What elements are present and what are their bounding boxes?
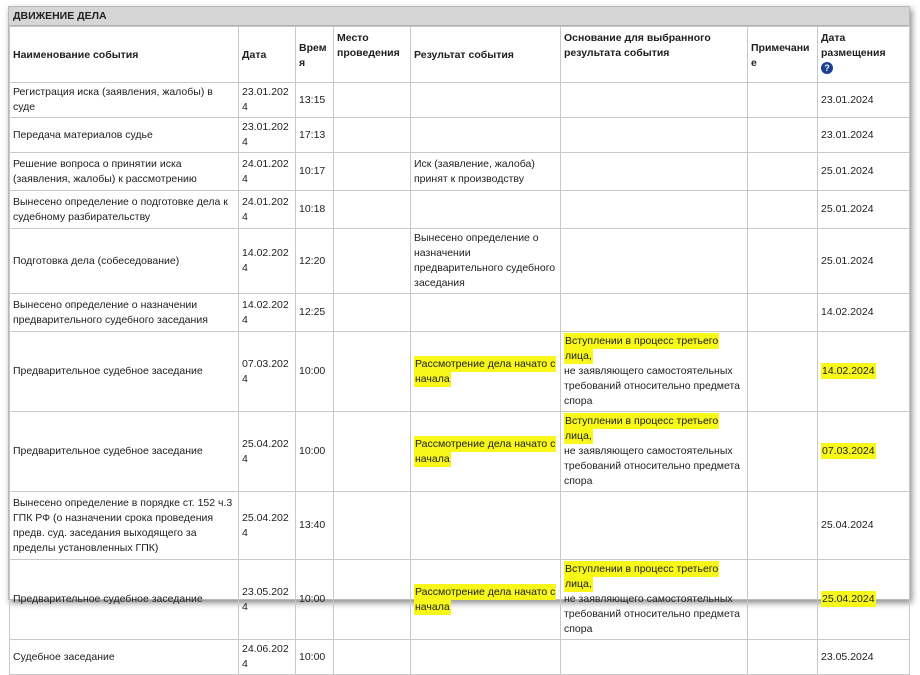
note-cell — [748, 191, 818, 229]
basis-cell — [561, 191, 748, 229]
col-header-time: Время — [296, 27, 334, 83]
highlighted-result-text: Рассмотрение дела начато с начала — [415, 357, 556, 385]
col-header-event: Наименование события — [10, 27, 239, 83]
basis-cell — [561, 229, 748, 294]
posted-date-cell — [818, 560, 910, 640]
date-cell: 23.01.2024 — [239, 118, 296, 153]
place-cell — [334, 191, 411, 229]
table-row — [10, 332, 910, 412]
table-row — [10, 640, 910, 675]
col-header-note: Примечание — [748, 27, 818, 83]
place-cell — [334, 640, 411, 675]
note-cell — [748, 640, 818, 675]
result-cell: Иск (заявление, жалоба) принят к производству — [411, 153, 561, 191]
posted-date-cell: 25.01.2024 — [818, 191, 910, 229]
date-cell: 24.06.2024 — [239, 640, 296, 675]
table-row — [10, 412, 910, 492]
result-cell: Вынесено определение о назначении предварительного судебного заседания — [411, 229, 561, 294]
place-cell — [334, 153, 411, 191]
case-movement-panel — [8, 6, 910, 670]
highlighted-basis-text: Вступлении в процесс третьего лица, — [565, 335, 719, 362]
help-icon[interactable]: ? — [821, 62, 833, 74]
date-cell: 25.04.2024 — [239, 412, 296, 492]
place-cell — [334, 332, 411, 412]
result-cell — [411, 191, 561, 229]
event-cell: Судебное заседание — [10, 640, 239, 675]
table-row — [10, 83, 910, 118]
result-cell — [411, 332, 561, 412]
event-cell: Вынесено определение о подготовке дела к судебному разбирательству — [10, 191, 239, 229]
table-row — [10, 229, 910, 294]
posted-date-cell: 25.01.2024 — [818, 229, 910, 294]
note-cell — [748, 294, 818, 332]
posted-date-cell: 23.01.2024 — [818, 118, 910, 153]
highlighted-basis-text: Вступлении в процесс третьего лица, — [565, 563, 719, 590]
result-cell — [411, 83, 561, 118]
date-cell: 23.05.2024 — [239, 560, 296, 640]
basis-cell — [561, 294, 748, 332]
table-row — [10, 153, 910, 191]
event-cell: Предварительное судебное заседание — [10, 332, 239, 412]
table-body — [10, 83, 910, 675]
posted-date-cell: 14.02.2024 — [818, 294, 910, 332]
basis-cell — [561, 332, 748, 412]
time-cell: 10:17 — [296, 153, 334, 191]
col-header-date: Дата — [239, 27, 296, 83]
result-cell — [411, 412, 561, 492]
section-header: ДВИЖЕНИЕ ДЕЛА — [9, 7, 909, 26]
date-cell: 23.01.2024 — [239, 83, 296, 118]
posted-date-cell: 23.01.2024 — [818, 83, 910, 118]
note-cell — [748, 229, 818, 294]
event-cell: Вынесено определение в порядке ст. 152 ч.3 ГПК РФ (о назначении срока проведения предв. суд. заседания выходящего за пределы установленных ГПК) — [10, 492, 239, 560]
event-cell: Подготовка дела (собеседование) — [10, 229, 239, 294]
highlighted-result-text: Рассмотрение дела начато с начала — [415, 437, 556, 465]
posted-date-cell: 25.04.2024 — [818, 492, 910, 560]
place-cell — [334, 118, 411, 153]
col-header-posted — [818, 27, 910, 83]
basis-cell — [561, 492, 748, 560]
note-cell — [748, 492, 818, 560]
event-cell: Предварительное судебное заседание — [10, 412, 239, 492]
col-header-basis: Основание для выбранного результата события — [561, 27, 748, 83]
basis-text: не заявляющего самостоятельных требований относительно предмета спора — [564, 445, 740, 487]
highlighted-posted-date: 07.03.2024 — [822, 445, 875, 457]
place-cell — [334, 492, 411, 560]
result-cell — [411, 560, 561, 640]
case-events-table — [9, 26, 910, 675]
date-cell: 14.02.2024 — [239, 294, 296, 332]
posted-date-cell — [818, 332, 910, 412]
note-cell — [748, 118, 818, 153]
table-row — [10, 294, 910, 332]
event-cell: Регистрация иска (заявления, жалобы) в суде — [10, 83, 239, 118]
basis-text: не заявляющего самостоятельных требований относительно предмета спора — [564, 365, 740, 407]
basis-cell — [561, 153, 748, 191]
table-row — [10, 191, 910, 229]
basis-cell — [561, 118, 748, 153]
col-header-result: Результат события — [411, 27, 561, 83]
basis-text: не заявляющего самостоятельных требований относительно предмета спора — [564, 593, 740, 635]
result-cell — [411, 294, 561, 332]
date-cell: 24.01.2024 — [239, 153, 296, 191]
posted-date-cell: 25.01.2024 — [818, 153, 910, 191]
basis-cell — [561, 83, 748, 118]
basis-cell — [561, 640, 748, 675]
time-cell: 10:00 — [296, 412, 334, 492]
basis-cell — [561, 560, 748, 640]
table-row — [10, 118, 910, 153]
note-cell — [748, 560, 818, 640]
place-cell — [334, 294, 411, 332]
time-cell: 13:40 — [296, 492, 334, 560]
place-cell — [334, 229, 411, 294]
time-cell: 10:18 — [296, 191, 334, 229]
highlighted-posted-date: 14.02.2024 — [822, 365, 875, 377]
posted-date-cell: 23.05.2024 — [818, 640, 910, 675]
time-cell: 10:00 — [296, 640, 334, 675]
col-header-posted-label: Дата размещения — [821, 32, 886, 59]
time-cell: 13:15 — [296, 83, 334, 118]
note-cell — [748, 153, 818, 191]
note-cell — [748, 83, 818, 118]
time-cell: 12:25 — [296, 294, 334, 332]
place-cell — [334, 412, 411, 492]
date-cell: 24.01.2024 — [239, 191, 296, 229]
date-cell: 14.02.2024 — [239, 229, 296, 294]
header-row — [10, 27, 910, 83]
place-cell — [334, 83, 411, 118]
posted-date-cell — [818, 412, 910, 492]
highlighted-result-text: Рассмотрение дела начато с начала — [415, 585, 556, 613]
time-cell: 12:20 — [296, 229, 334, 294]
date-cell: 25.04.2024 — [239, 492, 296, 560]
time-cell: 10:00 — [296, 332, 334, 412]
time-cell: 10:00 — [296, 560, 334, 640]
result-cell — [411, 492, 561, 560]
note-cell — [748, 332, 818, 412]
event-cell: Решение вопроса о принятии иска (заявления, жалобы) к рассмотрению — [10, 153, 239, 191]
table-row — [10, 492, 910, 560]
time-cell: 17:13 — [296, 118, 334, 153]
result-cell — [411, 640, 561, 675]
highlighted-basis-text: Вступлении в процесс третьего лица, — [565, 415, 719, 442]
basis-cell — [561, 412, 748, 492]
note-cell — [748, 412, 818, 492]
place-cell — [334, 560, 411, 640]
result-cell — [411, 118, 561, 153]
col-header-place: Место проведения — [334, 27, 411, 83]
event-cell: Передача материалов судье — [10, 118, 239, 153]
table-row — [10, 560, 910, 640]
event-cell: Предварительное судебное заседание — [10, 560, 239, 640]
date-cell: 07.03.2024 — [239, 332, 296, 412]
event-cell: Вынесено определение о назначении предварительного судебного заседания — [10, 294, 239, 332]
highlighted-posted-date: 25.04.2024 — [822, 593, 875, 605]
